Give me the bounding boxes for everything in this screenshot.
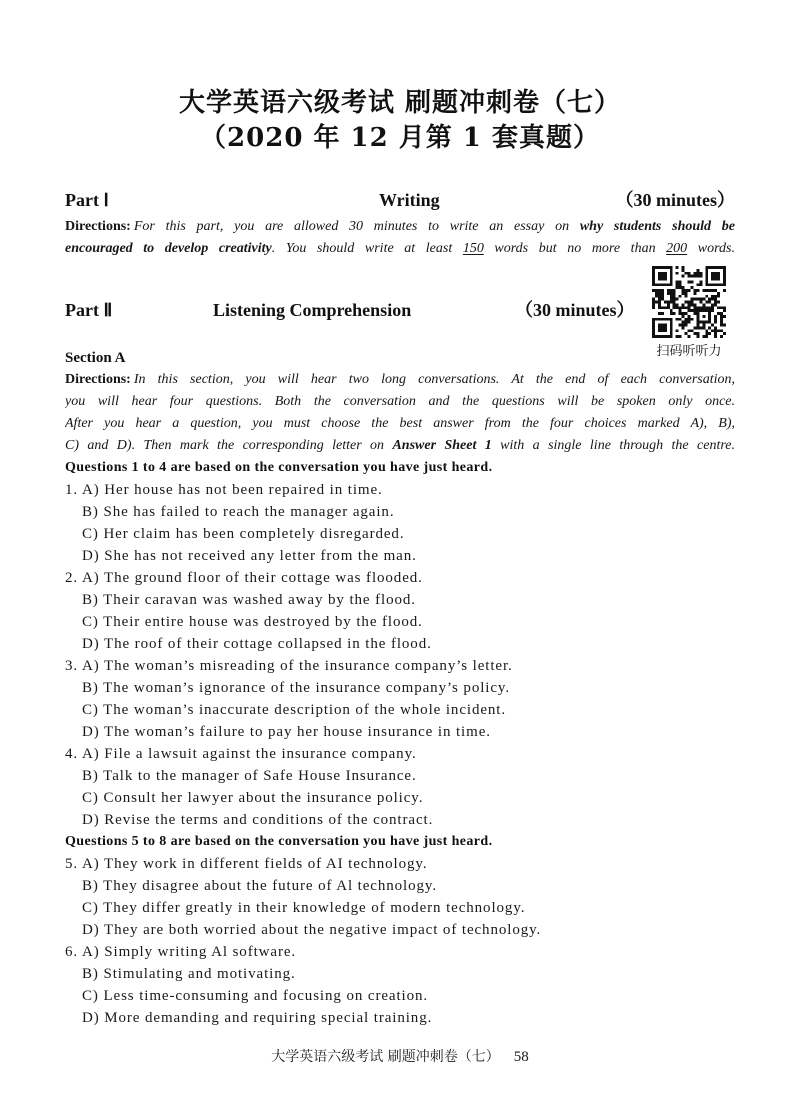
part1-label: Part Ⅰ: [65, 190, 109, 210]
question-line: [65, 743, 735, 765]
question-line: [65, 655, 735, 677]
directions-line: [65, 413, 735, 435]
question-line: [65, 479, 735, 501]
question-line: [65, 897, 735, 919]
directions-text: with a single line through the centre.: [491, 438, 735, 453]
max-word-count: 200: [666, 241, 688, 256]
exam-title: 大学英语六级考试 刷题冲刺卷（七）: [178, 88, 622, 118]
answer-option: D) The woman’s failure to pay her house insurance in time.: [82, 724, 491, 740]
directions-line: [65, 391, 735, 413]
directions-line: [65, 216, 735, 238]
directions-text: C) and D). Then mark the corresponding letter on: [65, 438, 393, 453]
answer-option: C) Their entire house was destroyed by the flood.: [82, 614, 423, 630]
answer-option: B) She has failed to reach the manager again.: [82, 504, 395, 520]
page-number: 58: [513, 1049, 529, 1065]
question-line: [65, 501, 735, 523]
part1-directions: [65, 216, 735, 260]
min-word-count: 150: [462, 241, 484, 256]
question-line: [65, 611, 735, 633]
part1-header: [0, 189, 800, 211]
question-line: [65, 567, 735, 589]
question-number: 4.: [65, 746, 79, 762]
answer-option: A) File a lawsuit against the insurance company.: [82, 746, 417, 762]
answer-option: A) The ground floor of their cottage was flooded.: [82, 570, 423, 586]
answer-option: A) The woman’s misreading of the insurance company’s letter.: [82, 658, 513, 674]
directions-text: you will hear four questions. Both the conversation and the questions will be spoken only once.: [65, 394, 735, 409]
answer-option: D) Revise the terms and conditions of the contract.: [82, 812, 434, 828]
answer-option: B) Stimulating and motivating.: [82, 966, 296, 982]
question-line: [65, 721, 735, 743]
answer-option: A) Her house has not been repaired in time.: [82, 482, 383, 498]
question-group-header: Questions 5 to 8 are based on the conversation you have just heard.: [65, 834, 493, 849]
question-line: [65, 941, 735, 963]
question-line: [65, 677, 735, 699]
question-number: 6.: [65, 944, 79, 960]
question-line: [65, 985, 735, 1007]
part2-header: [0, 299, 800, 321]
part2-label: Part Ⅱ: [65, 300, 113, 320]
answer-option: D) They are both worried about the negative impact of technology.: [82, 922, 542, 938]
part1-time: （30 minutes）: [615, 190, 735, 210]
question-line: [65, 699, 735, 721]
directions-text: words but no more than: [483, 241, 667, 256]
answer-option: B) Their caravan was washed away by the flood.: [82, 592, 416, 608]
answer-option: C) Less time-consuming and focusing on creation.: [82, 988, 429, 1004]
qr-caption: 扫码听听力: [656, 344, 722, 359]
question-line: [65, 787, 735, 809]
question-line: [65, 523, 735, 545]
question-line: [65, 809, 735, 831]
answer-option: C) They differ greatly in their knowledge of modern technology.: [82, 900, 526, 916]
answer-option: A) They work in different fields of AI technology.: [82, 856, 428, 872]
directions-label: Directions:: [65, 219, 131, 234]
question-number: 1.: [65, 482, 79, 498]
section-title: Section A: [65, 350, 126, 366]
directions-line: [65, 238, 735, 260]
answer-option: B) The woman’s ignorance of the insurance company’s policy.: [82, 680, 510, 696]
essay-topic: why students should be: [579, 219, 735, 234]
answer-option: D) The roof of their cottage collapsed in the flood.: [82, 636, 432, 652]
answer-option: C) Consult her lawyer about the insurance policy.: [82, 790, 424, 806]
part2-name: Listening Comprehension: [213, 300, 412, 320]
exam-subtitle: （2020 年 12 月第 1 套真题）: [200, 123, 600, 153]
question-line: [65, 633, 735, 655]
question-number: 2.: [65, 570, 79, 586]
page-footer: [0, 1046, 800, 1068]
question-line: [65, 765, 735, 787]
question-number: 5.: [65, 856, 79, 872]
question-line: [65, 963, 735, 985]
directions-line: [65, 369, 735, 391]
directions-text: . You should write at least: [271, 241, 463, 256]
question-line: [65, 1007, 735, 1029]
question-number: 3.: [65, 658, 79, 674]
answer-option: C) The woman’s inaccurate description of the whole incident.: [82, 702, 507, 718]
essay-topic: encouraged to develop creativity: [65, 241, 272, 256]
directions-text: After you hear a question, you must choose the best answer from the four choices marked A), B),: [65, 416, 735, 431]
answer-sheet-ref: Answer Sheet 1: [392, 438, 492, 453]
question-line: [65, 545, 735, 567]
directions-label: Directions:: [65, 372, 131, 387]
question-line: [65, 919, 735, 941]
answer-option: A) Simply writing Al software.: [82, 944, 297, 960]
directions-line: [65, 435, 735, 457]
question-line: [65, 589, 735, 611]
section-a: [65, 347, 735, 1029]
part2-time: （30 minutes）: [515, 300, 635, 320]
question-line: [65, 875, 735, 897]
question-line: [65, 853, 735, 875]
part1-name: Writing: [379, 190, 440, 210]
answer-option: D) More demanding and requiring special training.: [82, 1010, 433, 1026]
answer-option: B) Talk to the manager of Safe House Insurance.: [82, 768, 417, 784]
answer-option: D) She has not received any letter from the man.: [82, 548, 417, 564]
footer-title: 大学英语六级考试 刷题冲刺卷（七）: [271, 1049, 500, 1065]
answer-option: B) They disagree about the future of Al technology.: [82, 878, 437, 894]
question-group-header: Questions 1 to 4 are based on the conversation you have just heard.: [65, 460, 493, 475]
directions-text: words.: [687, 241, 735, 256]
answer-option: C) Her claim has been completely disregarded.: [82, 526, 405, 542]
directions-text: In this section, you will hear two long conversations. At the end of each conversation,: [133, 372, 735, 387]
directions-text: For this part, you are allowed 30 minutes to write an essay on: [133, 219, 580, 234]
